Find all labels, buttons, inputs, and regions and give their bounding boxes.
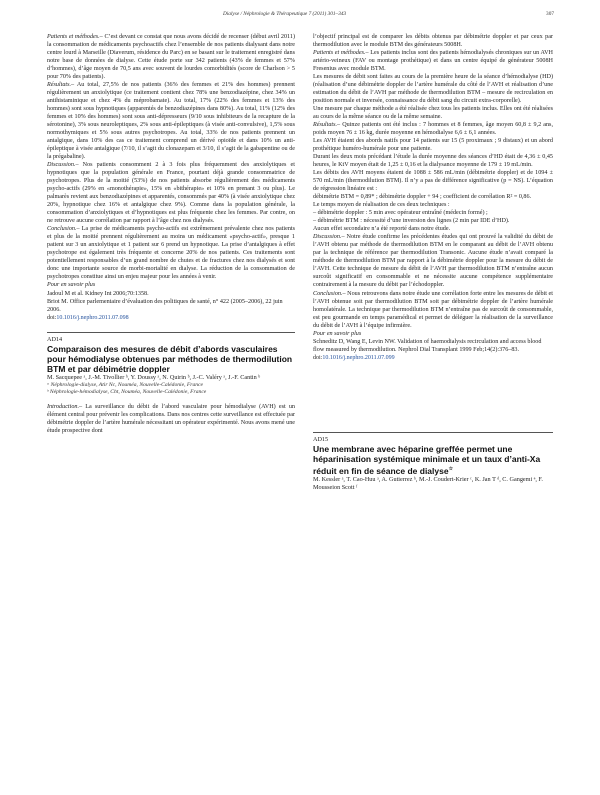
paragraph (47, 281, 295, 289)
paragraph (313, 209, 553, 217)
paragraph (313, 49, 553, 73)
paragraph (313, 233, 553, 289)
abstract-introduction: Introduction.– La surveillance du débit de l’abord vasculaire pour hémodialyse (AVH) est un élément central pour prévenir les complications. Dans nos centres cette surveillance est effectuée par débimétrie doppler de l’artère humérale nécessitant un opérateur expérimenté. Nous avons mené une étude prospective dont (47, 404, 295, 435)
abstract-title: Une membrane avec héparine greffée permet une héparinisation systémique minimale et un taux d’anti-Xa réduit en fin de séance de dialyse☆ (313, 443, 541, 476)
paragraph-text: – débimétrie doppler : 5 min avec opérateur entraîné (médecin formé) ; (313, 210, 488, 217)
paragraph-text: Les débits des AVH moyens étaient de 1088 ± 586 mL/min (débimétrie doppler) et de 1094 ± 570 mL/min (thermodilution BTM). Il n’y a pas de différence significative (p = NS). L’équation de régression linéaire est : (313, 170, 553, 193)
paragraph (313, 217, 553, 225)
paragraph-text: C’est devant ce constat que nous avons décidé de recenser (début avril 2011) la consommation de médicaments psychoactifs chez l’ensemble de nos patients dialysant dans notre centre lourd à Marseille (Diaverum, résidence du Parc) en se basant sur le traitement enregistré dans notre base de données de dialyse. Cette étude porte sur 342 patients (43% de femmes et 57% d’hommes), d’âge moyen de 70,5 ans avec souvent de lourdes comorbidités (score de Charlson > 5 pour 70% des patients). (47, 34, 296, 81)
paragraph (313, 33, 553, 49)
paragraph-text: l’objectif principal est de comparer les débits obtenus par débimétrie doppler et par ceux par thermodilution avec le module BTM des générateurs 5008H. (313, 34, 553, 49)
section-label: Pour en savoir plus (47, 282, 96, 289)
paragraph (313, 153, 553, 169)
abstract-title: Comparaison des mesures de débit d’abords vasculaires pour hémodialyse obtenues par méthodes de thermodilution BTM et par débimétrie doppler (47, 343, 293, 374)
reference-item: Briot M. Office parlementaire d’évaluation des politiques de santé, n° 422 (2005–2006), 22 juin 2006. (47, 298, 283, 313)
section-label: Conclusion.– (313, 290, 346, 297)
paragraph (313, 73, 553, 105)
section-label: Discussion.– (313, 234, 345, 241)
reference-item: Schneditz D, Wang E, Levin NW. Validation of haemodialysis recirculation and access blood flow measured by thermodilution. Nephrol Dial Transplant 1999 Feb;14(2):376–83. (313, 338, 542, 353)
paragraph-text: débimétrie BTM = 0,89* ; débimétrie doppler + 94 ; coefficient de corrélation R² = 0,86. (313, 194, 532, 201)
section-label: Pour en savoir plus (313, 330, 362, 337)
paragraph (47, 225, 295, 281)
right-column (313, 33, 553, 492)
paragraph (313, 330, 553, 338)
paragraph-text: Notre étude confirme les précédentes études qui ont prouvé la validité du débit de l’AVH obtenu par méthode de thermodilution BTM en le comparant au débit de l’AVH obtenu par la technique de référence par thermodilution Transonic. Aucune étude n’avait comparé la méthode de thermodilution BTM par rapport à la débimétrie doppler pour la mesure du débit de l’AVH. Cette technique de mesure du débit de l’AVH par thermodilution BTM n’entraîne aucun surcoût significatif en consommable et ne nécessite aucune compétence supplémentaire contrairement à la mesure du débit par l’échodoppler. (313, 234, 553, 289)
paragraph (47, 33, 295, 81)
paragraph (313, 169, 553, 193)
paragraph (313, 201, 553, 209)
section-divider (47, 332, 295, 333)
abstract-continuation (47, 33, 295, 290)
paragraph-text: Une mesure par chaque méthode a été réalisée chez tous les patients inclus. Elles ont été réalisées au cours de la même séance ou de la même semaine. (313, 106, 553, 121)
section-label: Discussion.– (47, 162, 79, 169)
paragraph-text: Nos patients consomment 2 à 3 fois plus fréquemment des anxiolytiques et hypnotiques que la population générale en France, pourtant déjà grande consommatrice de psychotropes. Plus de la moitié (53%) de nos patients absorbe régulièrement des médicaments psycho-actifs (29% en «monothérapie», 15% en «bithérapie» et 10% en prenant 3 ou plus). Le palmarès revient aux benzodiazépines et apparentés, consommés par 40% (à visée anxiolytique chez 20%, hypnotique chez 16% et antalgique chez 9%). Comme dans la population générale, la consommation d’anxiolytiques et d’hypnotiques est plus fréquente chez les femmes. Par contre, on ne retrouve aucune corrélation par rapport à l’âge chez nos dialysés. (47, 162, 295, 225)
references (47, 290, 295, 314)
paragraph-text: Nous retrouvons dans notre étude une corrélation forte entre les mesures de débit et l’AVH obtenue soit par thermodilution BTM soit par débimétrie doppler de l’artère humérale homolatérale. La technique par thermodilution BTM n’entraîne pas de surcoût de consommable, est peu gourmande en temps paramédical et permet de déléguer la réalisation de la surveillance du débit de l’AVH à l’équipe infirmière. (313, 290, 553, 329)
section-label: Résultats.– (313, 122, 341, 129)
doi-line: doi:10.1016/j.nephro.2011.07.098 (47, 314, 129, 321)
doi-link[interactable]: 10.1016/j.nephro.2011.07.098 (56, 314, 129, 321)
reference-item: Jadoul M et al. Kidney Int 2006;70:1358. (47, 290, 149, 297)
references (313, 338, 553, 354)
page-number: 307 (546, 11, 554, 17)
paragraph-text: – débimétrie BTM : nécessité d’une inversion des lignes (2 min par IDE d’HD). (313, 218, 510, 225)
section-divider (313, 432, 553, 433)
abstract-code: AD15 (313, 435, 329, 443)
abstract-body (313, 33, 553, 338)
section-label: Patients et méthodes.– (313, 50, 369, 57)
paragraph (47, 161, 295, 225)
paragraph-text: Durant les deux mois précédant l’étude la durée moyenne des séances d’HD était de 4,36 ± 0,45 heures, le KtV moyen était de 1,25 ± 0,16 et la dialysance moyenne de 179 ± 19 mL/min. (313, 154, 553, 169)
doi-link[interactable]: 10.1016/j.nephro.2011.07.099 (322, 354, 395, 361)
running-header (0, 10, 600, 24)
paragraph-text: Les AVH étaient des abords natifs pour 14 patients sur 15 (5 proximaux ; 9 distaux) et un abord prothétique huméro-humérale pour une patiente. (313, 138, 553, 153)
section-label: Conclusion.– (47, 226, 80, 233)
left-column (47, 33, 295, 435)
journal-citation: Dialyse / Néphrologie & Thérapeutique 7 (2011) 301–343 (223, 11, 347, 17)
paragraph-text: Les patients inclus sont des patients hémodialysés chroniques sur un AVH artério-veineux (FAV ou montage prothétique) et dans un centre équipé de générateur 5008H Fresenius avec module BTM. (313, 50, 553, 73)
paragraph-text: Au total, 27,5% de nos patients (36% des femmes et 21% des hommes) prennent régulièrement un anxiolytique (ce traitement contient chez 78% une benzodiazépine, chez 34% un antihistaminique et chez 4% du méprobamate). Au total, 17% (22% des femmes et 13% des hommes) sont sous hypnotiques (apparentés de benzodiazépines dans 80%). Au total, 11% (12% des femmes et 10% des hommes) sont sous anti-dépresseurs (9/10 sous inhibiteurs de la recapture de la sérotonine), 3% sous neuroleptiques, 2% sous anti-épileptiques (à visée anti-convulsive), 1,5% sous normothymiques et 5% sous autres psychotropes. Au total, 33% de nos patients prennent un antalgique, dans 10% des cas ce traitement comprend un dérivé opioïde et dans 10% un anti-épileptique à visée antalgique (7/10, il s’agit du clonazepam et 3/10, il s’agit de la gabapentine ou de la prégabaline). (47, 82, 295, 161)
paragraph (313, 137, 553, 153)
paragraph (313, 105, 553, 121)
section-label: Résultats.– (47, 82, 75, 89)
paragraph-text: La prise de médicaments psycho-actifs est extrêmement prévalente chez nos patients et plus de la moitié prennent régulièrement au moins un médicament «psycho-actif», presque 1 patient sur 3 un anxiolytique et 1 patient sur 6 prend un hypnotique. La prise d’antalgiques à effet psychotrope est également très fréquente et concerne 20% de nos patients. Ces traitements sont potentiellement responsables d’un grand nombre de chutes et de fractures chez nos dialysés et sont donc une importante source de morbi-mortalité en dialyse. La réduction de la consommation de psychotropes constitue ainsi un enjeu majeur pour les années à venir. (47, 226, 295, 281)
paragraph (313, 290, 553, 330)
doi-line: doi:10.1016/j.nephro.2011.07.099 (313, 354, 395, 361)
section-label: Patients et méthodes.– (47, 34, 103, 40)
paragraph-text: Quinze patients ont été inclus : 7 hommes et 8 femmes, âge moyen 60,8 ± 9,2 ans, poids moyen 76 ± 16 kg, durée moyenne en hémodialyse 6,6 ± 6,1 années. (313, 122, 553, 137)
abstract-authors: M. Sacquepee ᵃ, J.-M. Tivollier ᵇ, Y. Doussy ᵃ, N. Quirin ᵇ, J.-C. Valéry ᵃ, J.-F. Cantin ᵇ (47, 373, 261, 381)
affiliation-b: ᵇ Néphrologie-hémodialyse, Cht, Nouméa, Nouvelle-Calédonie, France (47, 389, 207, 396)
abstract-authors: M. Kessler ᵃ, T. Cao-Huu ᵃ, A. Gutierrez ᵇ, M.-J. Coudert-Krier ᶜ, K. Jan T ᵈ, C. Gangemi ᵉ, F. Mousseion Scott ᶠ (313, 475, 543, 491)
abstract-code: AD14 (47, 335, 63, 343)
paragraph (313, 225, 553, 233)
paragraph-text: Les mesures de débit sont faites au cours de la première heure de la séance d’hémodialyse (HD) (réalisation d’une débimétrie doppler de l’artère humérale du côté de l’AVH et réalisation d’une estimation du débit de l’AVH par méthode de thermodilution BTM – mesure de recirculation en position normale et inversée, connaissance du débit sang du circuit extra-corporelle). (313, 74, 553, 105)
paragraph (313, 121, 553, 137)
affiliation-a: ᵃ Néphrologie-dialyse, Atir Nc, Nouméa, Nouvelle-Calédonie, France (47, 381, 204, 388)
paragraph (313, 193, 553, 201)
paragraph-text: Aucun effet secondaire n’a été reporté dans notre étude. (313, 226, 451, 233)
paragraph-text: Le temps moyen de réalisation de ces deux techniques : (313, 202, 450, 209)
paragraph (47, 81, 295, 161)
